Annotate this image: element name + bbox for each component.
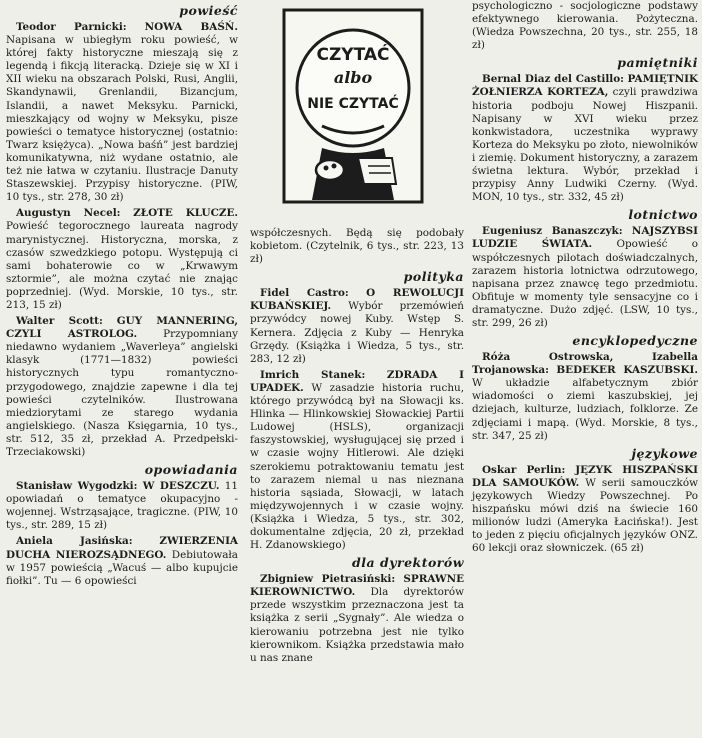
review-text: Debiutowała w 1957 powieścią „Wacuś — albo kupujcie fiołki”. Tu — 6 opowieści xyxy=(6,548,238,587)
review-jasinska xyxy=(6,535,238,587)
continuation-text: psychologiczno - socjologiczne podstawy efektywnego kierowania. Pożyteczna. (Wiedza Powszechna, 20 tys., str. 255, 18 zł) xyxy=(472,0,698,52)
review-title: JĘZYK HISZPAŃSKI DLA SAMOUKÓW. xyxy=(472,463,698,489)
review-text: Napisana w ubiegłym roku powieść, w której fakty historyczne mieszają się z legendą i fikcją literacką. Dzieje się w XI i XII wieku na obszarach Polski, Rusi, Anglii, Skandynawii, Grenlandii, Bizancjum, Islandii, a nawet Meksyku. Parnicki, mieszkający od wojny w Meksyku, pisze powieści o tematyce historycznej (ostatnio: Twarz księżyca). „Nowa baśń” jest bardziej komunikatywna, niż wydane ostatnio, ale też nie łatwa w czytaniu. Ilustracje Danuty Staszewskiej. Przypisy historyczne. (PIW, 10 tys., str. 278, 30 zł) xyxy=(6,34,238,204)
logo-line1: CZYTAĆ xyxy=(316,45,390,65)
review-author: Oskar Perlin: xyxy=(482,463,566,476)
review-parnicki xyxy=(6,21,238,204)
review-author: Eugeniusz Banaszczyk: xyxy=(482,225,623,238)
review-title: NOWA BAŚŃ. xyxy=(144,21,238,33)
review-author: Bernal Diaz del Castillo: xyxy=(482,73,625,86)
logo-line2: albo xyxy=(333,68,373,87)
review-text: W układzie alfabetycznym zbiór wiadomości o ziemi kaszubskiej, jej dziejach, kulturze, ludziach, folklorze. Ze zdjęciami i mapą. (Wyd. Morskie, 8 tys., str. 347, 25 zł) xyxy=(472,377,698,442)
section-heading-opowiadania: opowiadania xyxy=(144,462,238,478)
review-title: SPRAWNE KIEROWNICTWO. xyxy=(250,573,464,599)
review-pietrasinski xyxy=(250,573,464,665)
section-heading-pamietniki: pamiętniki xyxy=(617,55,698,71)
review-author: Teodor Parnicki: xyxy=(16,21,127,33)
review-title: PAMIĘTNIK ŻOŁNIERZA KORTEZA, xyxy=(472,73,698,99)
review-title: ZŁOTE KLUCZE. xyxy=(133,207,238,220)
review-ostrowska xyxy=(472,351,698,443)
review-author: Imrich Stanek: xyxy=(260,368,366,381)
logo-line3: NIE CZYTAĆ xyxy=(307,96,399,112)
review-text: Powieść tegorocznego laureata nagrody marynistycznej. Historyczna, morska, z czasów szwedzkiego potopu. Występują ci sami bohaterowie co w „Krwawym sztormie”, ale można czytać nie znając poprzedniej. (Wyd. Morskie, 10 tys., str. 213, 15 zł) xyxy=(6,220,238,311)
continuation-text: współczesnych. Będą się podobały kobietom. (Czytelnik, 6 tys., str. 223, 13 zł) xyxy=(250,227,464,266)
review-banaszczyk xyxy=(472,225,698,330)
review-perlin xyxy=(472,464,698,556)
review-diaz xyxy=(472,73,698,204)
review-text: Dla dyrektorów przede wszystkim przeznaczona jest ta książka z serii „Sygnały”. Ale wiedza o kierowaniu potrzebna jest nie tylko kierownikom. Książka przedstawia mało u nas znane xyxy=(250,586,464,664)
review-author: Stanisław Wygodzki: xyxy=(16,480,138,493)
review-author: Aniela Jasińska: xyxy=(16,535,133,548)
review-title: ZDRADA I UPADEK. xyxy=(250,368,465,394)
review-wygodzki xyxy=(6,480,238,532)
review-author: Walter Scott: xyxy=(16,315,103,328)
review-castro xyxy=(250,287,464,366)
section-heading-dla-dyrektorow: dla dyrektorów xyxy=(352,555,464,571)
review-necel xyxy=(6,207,238,312)
review-text: Przypomniany niedawno wydaniem „Waverleya” angielski klasyk (1771—1832) powieści historycznych typu romantyczno-przygodowego, znajdzie zapewne i dla tej powieści czytelników. Ilustrowana miedziorytami ze starego wydania angielskiego. (Nasza Księgarnia, 10 tys., str. 512, 35 zł, przekład A. Przedpełski-Trzeciakowski) xyxy=(6,328,238,458)
review-text: W serii samouczków językowych Wiedzy Powszechnej. Po hiszpańsku mówi dziś na świecie 160 milionów ludzi (Ameryka Łacińska!). Jest to jeden z pięciu oficjalnych języków ONZ. 60 lekcji oraz słowniczek. (65 zł) xyxy=(472,476,698,555)
review-author: Fidel Castro: xyxy=(260,287,349,300)
review-text: Wybór przemówień przywódcy nowej Kuby. Wstęp S. Kernera. Zdjęcia z Kuby — Henryka Grzędy. (Książka i Wiedza, 5 tys., str. 283, 12 zł) xyxy=(250,300,464,365)
review-stanek xyxy=(250,369,464,552)
review-text: Opowieść o współczesnych pilotach doświadczalnych, zarazem historia lotnictwa odrzutowego, napisana przez znawcę tego przedmiotu. Obfituje w momenty tyle sensacyjne co i dramatyczne. Dużo zdjęć. (LSW, 10 tys., str. 299, 26 zł) xyxy=(472,238,698,329)
review-text: W zasadzie historia ruchu, którego przywódcą był na Słowacji ks. Hlinka — Hlinkowskiej Słowackiej Partii Ludowej (HSLS), organizacji faszystowskiej, wysługującej się przed i w czasie wojny Hitlerowi. Ale dzięki szerokiemu potraktowaniu tematu jest to zarazem niemal u nas nieznana historia sąsiada, Słowacji, w latach międzywojennych i w czasie wojny. (Książka i Wiedza, 5 tys., str. 302, dokumentalne zdjęcia, 20 zł, przekład H. Zdanowskiego) xyxy=(250,381,465,552)
review-scott xyxy=(6,315,238,459)
review-author: Róża Ostrowska, Izabella Trojanowska: xyxy=(472,351,698,377)
review-title: NAJSZYBSI LUDZIE ŚWIATA. xyxy=(472,225,698,251)
review-title: BEDEKER KASZUBSKI. xyxy=(556,364,698,377)
section-heading-encyklopedyczne: encyklopedyczne xyxy=(572,333,698,349)
review-author: Augustyn Necel: xyxy=(16,207,121,220)
column-right xyxy=(472,0,698,558)
review-title: O REWOLUCJI KUBAŃSKIEJ. xyxy=(250,287,464,313)
column-left xyxy=(6,0,238,591)
section-heading-powiesc: powieść xyxy=(179,3,238,18)
section-heading-jezykowe: językowe xyxy=(631,445,698,461)
review-title: W DESZCZU. xyxy=(142,480,220,493)
review-text: 11 opowiadań o tematyce okupacyjno - wojennej. Wstrząsające, tragiczne. (PIW, 10 tys., str. 289, 15 zł) xyxy=(6,480,238,532)
review-text: czyli prawdziwa historia podboju Nowej Hiszpanii. Napisany w XVI wieku przez konkwistadora, uczestnika wyprawy Korteza do Meksyku po złoto, niewolników i ziemię. Dokument historyczny, a zarazem świetna lektura. Wybór, przekład i przypisy Anny Ludwiki Czerny. (Wyd. MON, 10 tys., str. 332, 45 zł) xyxy=(472,86,698,204)
czytac-albo-nie-czytac-logo xyxy=(282,8,424,204)
section-heading-polityka: polityka xyxy=(403,269,464,285)
section-heading-lotnictwo: lotnictwo xyxy=(628,207,698,223)
column-middle xyxy=(250,227,464,668)
review-author: Zbigniew Pietrasiński: xyxy=(260,573,396,586)
review-title: ZWIERZENIA DUCHA NIEROZSĄDNEGO. xyxy=(6,535,238,561)
review-title: GUY MANNERING, CZYLI ASTROLOG. xyxy=(6,315,238,341)
